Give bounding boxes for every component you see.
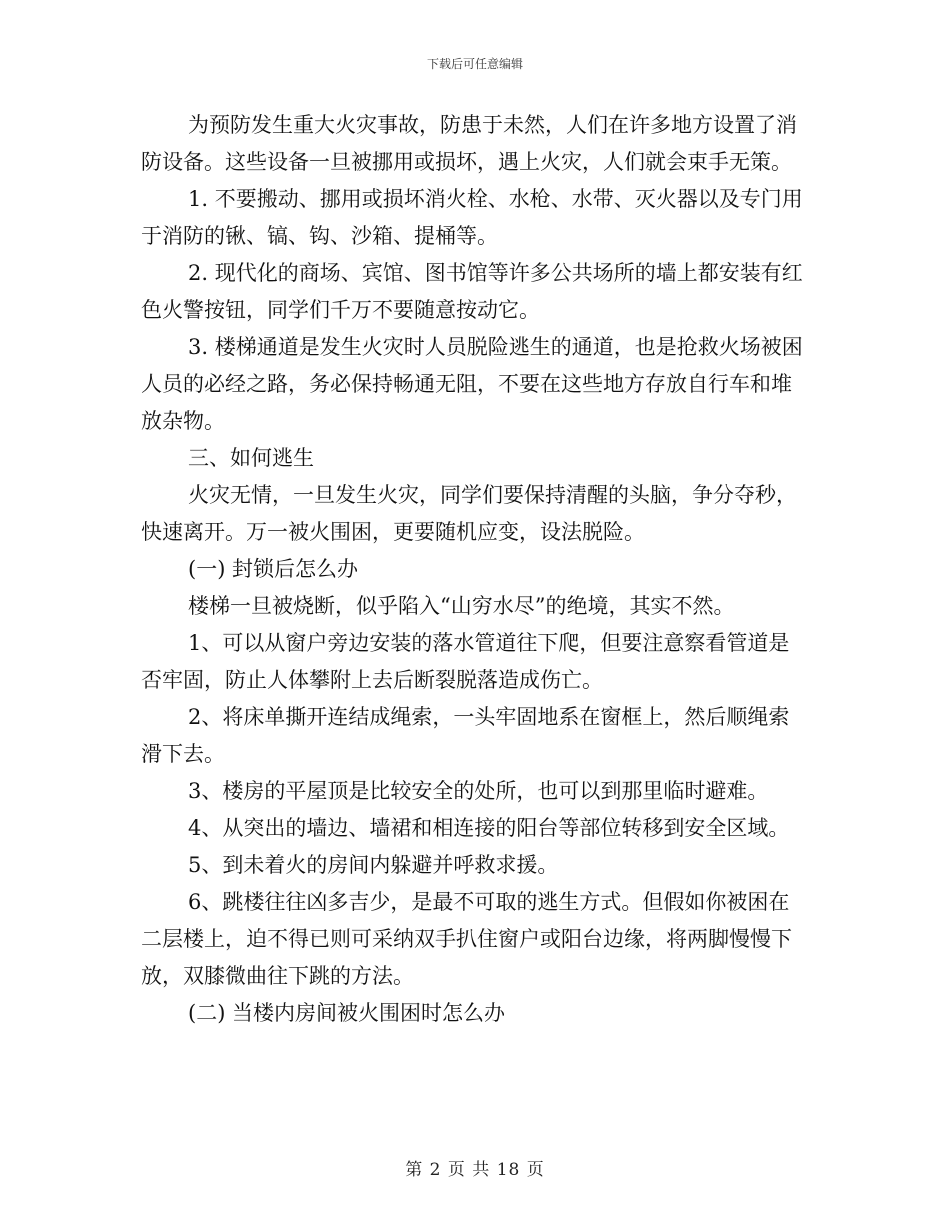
paragraph-item-2: 2. 现代化的商场、宾馆、图书馆等许多公共场所的墙上都安装有红色火警按钮，同学们千万不要随意按动它。	[141, 261, 803, 322]
section-heading-escape: 三、如何逃生	[188, 446, 314, 470]
page-footer: 第 2 页 共 18 页	[405, 1160, 545, 1180]
subheading-trapped-room: (二) 当楼内房间被火围困时怎么办	[188, 1001, 506, 1025]
paragraph-method-2: 2、将床单撕开连结成绳索，一头牢固地系在窗框上，然后顺绳索滑下去。	[141, 705, 790, 766]
paragraph-item-3: 3. 楼梯通道是发生火灾时人员脱险逃生的通道，也是抢救火场被困人员的必经之路，务必保持畅通无阻，不要在这些地方存放自行车和堆放杂物。	[141, 335, 803, 433]
paragraph-method-5: 5、到未着火的房间内躲避并呼救求援。	[188, 853, 559, 877]
paragraph-method-6: 6、跳楼往往凶多吉少，是最不可取的逃生方式。但假如你被困在二层楼上，迫不得已则可采纳双手扒住窗户或阳台边缘，将两脚慢慢下放，双膝微曲往下跳的方法。	[141, 890, 792, 988]
page-header: 下载后可任意编辑	[426, 57, 523, 71]
paragraph-method-4: 4、从突出的墙边、墙裙和相连接的阳台等部位转移到安全区域。	[188, 816, 790, 840]
document-body	[141, 107, 809, 1032]
paragraph-method-3: 3、楼房的平屋顶是比较安全的处所，也可以到那里临时避难。	[188, 779, 769, 803]
paragraph-intro: 为预防发生重大火灾事故，防患于未然，人们在许多地方设置了消防设备。这些设备一旦被挪用或损坏，遇上火灾，人们就会束手无策。	[141, 113, 797, 174]
paragraph-item-1: 1. 不要搬动、挪用或损坏消火栓、水枪、水带、灭火器以及专门用于消防的锹、镐、钩、沙箱、提桶等。	[141, 187, 803, 248]
paragraph-stairs-burned: 楼梯一旦被烧断，似乎陷入“山穷水尽”的绝境，其实不然。	[188, 594, 735, 618]
subheading-blocked: (一) 封锁后怎么办	[188, 557, 359, 581]
paragraph-method-1: 1、可以从窗户旁边安装的落水管道往下爬，但要注意察看管道是否牢固，防止人体攀附上去后断裂脱落造成伤亡。	[141, 631, 790, 692]
paragraph-escape-intro: 火灾无情，一旦发生火灾，同学们要保持清醒的头脑，争分夺秒，快速离开。万一被火围困，更要随机应变，设法脱险。	[141, 483, 797, 544]
